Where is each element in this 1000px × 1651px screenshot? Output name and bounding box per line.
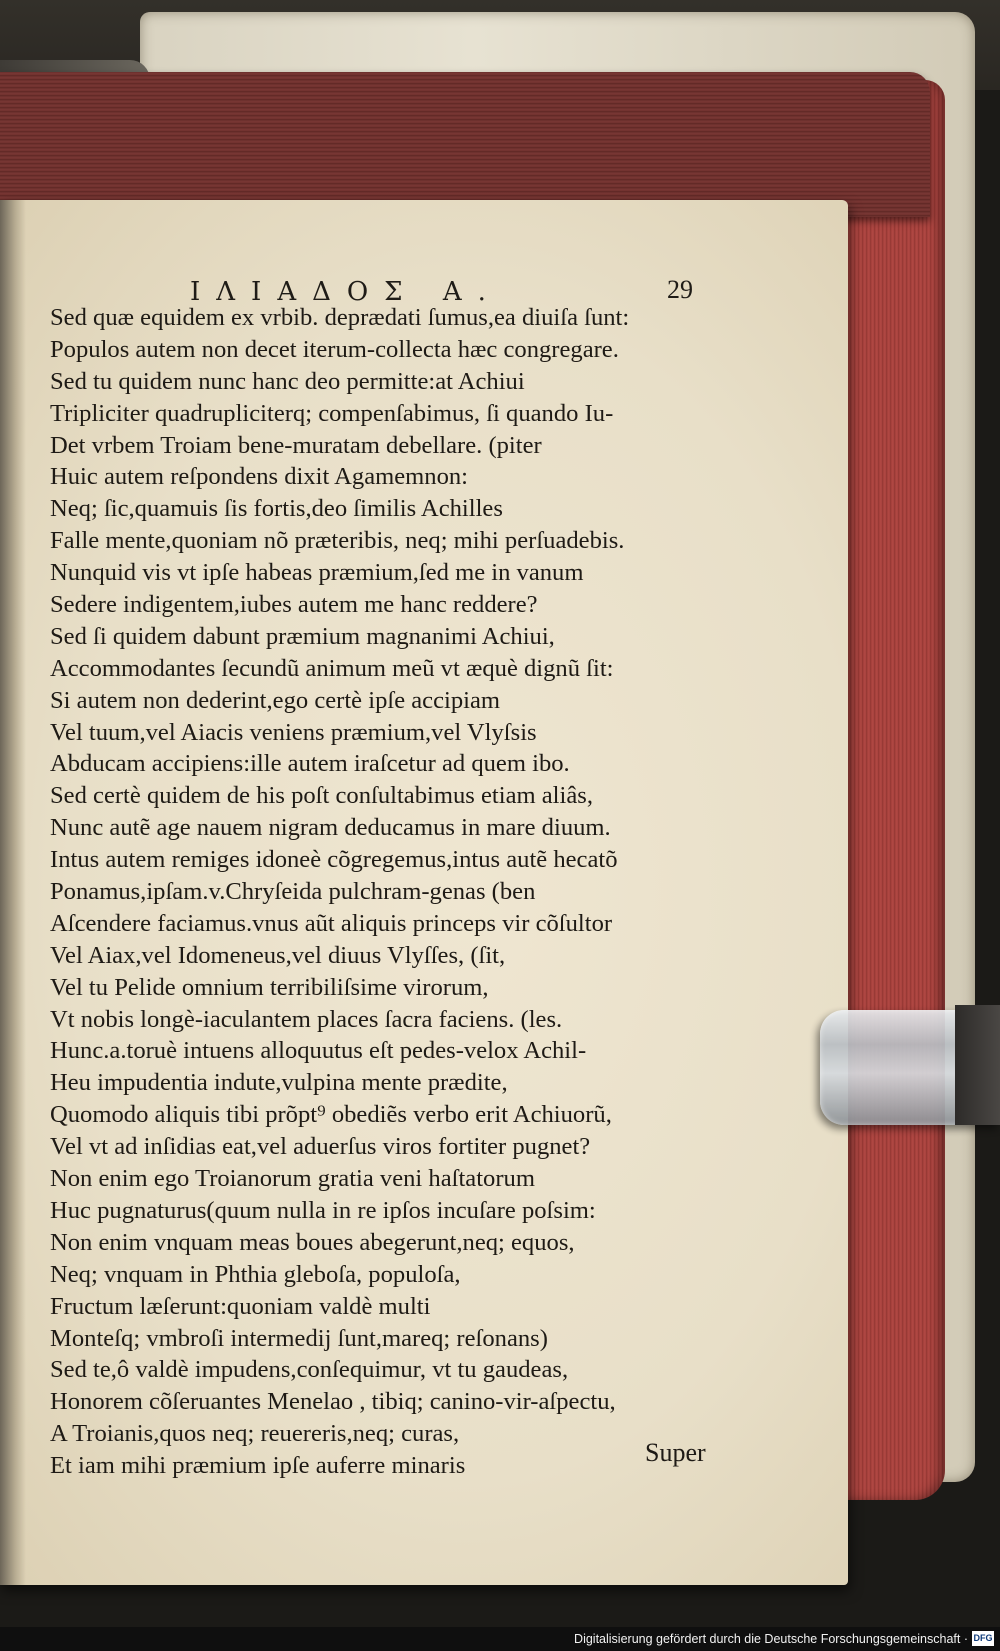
text-line: Sed ſi quidem dabunt præmium magnanimi Achiui,	[50, 622, 555, 650]
clamp-holder	[955, 1005, 1000, 1125]
text-line: Neq; vnquam in Phthia gleboſa, populoſa,	[50, 1260, 461, 1288]
text-line: Sed te,ô valdè impudens,conſequimur, vt tu gaudeas,	[50, 1356, 569, 1384]
text-line: Vt nobis longè-iaculantem places ſacra faciens. (les.	[50, 1005, 563, 1033]
page-number: 29	[667, 275, 693, 304]
text-line: Sed tu quidem nunc hanc deo permitte:at Achiui	[50, 367, 525, 395]
text-block	[50, 302, 710, 1482]
text-line: Nunquid vis vt ipſe habeas præmium,ſed me in vanum	[50, 559, 584, 587]
text-line: Populos autem non decet iterum-collecta hæc congregare.	[50, 335, 619, 363]
text-line: Huc pugnaturus(quum nulla in re ipſos incuſare poſsim:	[50, 1196, 596, 1224]
text-line: A Troianis,quos neq; reuereris,neq; curas,	[50, 1420, 460, 1448]
text-line: Falle mente,quoniam nõ præteribis, neq; mihi perſuadebis.	[50, 527, 625, 555]
text-line: Aſcendere faciamus.vnus aũt aliquis princeps vir cõſultor	[50, 909, 613, 937]
running-title: ΙΛΙΑΔΟΣ Α.	[190, 277, 502, 307]
text-line: Heu impudentia indute,vulpina mente prædite,	[50, 1069, 508, 1097]
text-line: Sed quæ equidem ex vrbib. deprædati ſumus,ea diuiſa ſunt:	[50, 304, 630, 331]
text-line: Sedere indigentem,iubes autem me hanc reddere?	[50, 591, 538, 619]
text-line: Vel tu Pelide omnium terribiliſsime virorum,	[50, 973, 489, 1001]
text-line: Neq; ſic,quamuis ſis fortis,deo ſimilis Achilles	[50, 495, 503, 523]
text-line: Huic autem reſpondens dixit Agamemnon:	[50, 463, 469, 491]
text-line: Tripliciter quadrupliciterq; compenſabimus, ſi quando Iu-	[50, 399, 614, 427]
text-line: Fructum læſerunt:quoniam valdè multi	[50, 1292, 431, 1320]
text-line: Ponamus,ipſam.v.Chryſeida pulchram-genas (ben	[50, 878, 536, 906]
text-line: Sed certè quidem de his poſt conſultabimus etiam aliâs,	[50, 782, 593, 810]
text-line: Accommodantes ſecundũ animum meũ vt æquè dignũ ſit:	[50, 654, 614, 682]
text-line: Intus autem remiges idoneè cõgregemus,intus autẽ hecatõ	[50, 846, 618, 874]
text-line: Abducam accipiens:ille autem iraſcetur ad quem ibo.	[50, 750, 570, 778]
text-line: Monteſq; vmbroſi intermedij ſunt,mareq; reſonans)	[50, 1324, 548, 1352]
dfg-logo: DFG	[972, 1631, 994, 1646]
catchword: Super	[645, 1438, 706, 1467]
text-line: Si autem non dederint,ego certè ipſe accipiam	[50, 686, 501, 714]
text-line: Det vrbem Troiam bene-muratam debellare. (piter	[50, 431, 542, 459]
footer-credit: Digitalisierung gefördert durch die Deutsche Forschungsgemeinschaft ·	[574, 1632, 968, 1646]
text-line: Vel Aiax,vel Idomeneus,vel diuus Vlyſſes, (ſit,	[50, 941, 506, 969]
text-line: Honorem cõſeruantes Menelao , tibiq; canino-vir-aſpectu,	[50, 1388, 616, 1416]
text-line: Non enim ego Troianorum gratia veni haſtatorum	[50, 1165, 535, 1193]
text-line: Vel vt ad inſidias eat,vel aduerſus viros fortiter pugnet?	[50, 1133, 591, 1161]
text-line: Quomodo aliquis tibi prõpt⁹ obediẽs verbo erit Achiuorũ,	[50, 1101, 612, 1129]
text-line: Vel tuum,vel Aiacis veniens præmium,vel Vlyſsis	[50, 718, 537, 746]
page-gutter	[0, 200, 26, 1585]
text-line: Nunc autẽ age nauem nigram deducamus in mare diuum.	[50, 814, 611, 842]
text-line: Non enim vnquam meas boues abegerunt,neq; equos,	[50, 1228, 575, 1256]
page-edges-top	[0, 72, 930, 217]
text-line: Hunc.a.toruè intuens alloquutus eſt pedes-velox Achil-	[50, 1037, 587, 1065]
page-edges-right	[835, 80, 945, 1500]
text-line: Et iam mihi præmium ipſe auferre minaris	[50, 1452, 466, 1480]
